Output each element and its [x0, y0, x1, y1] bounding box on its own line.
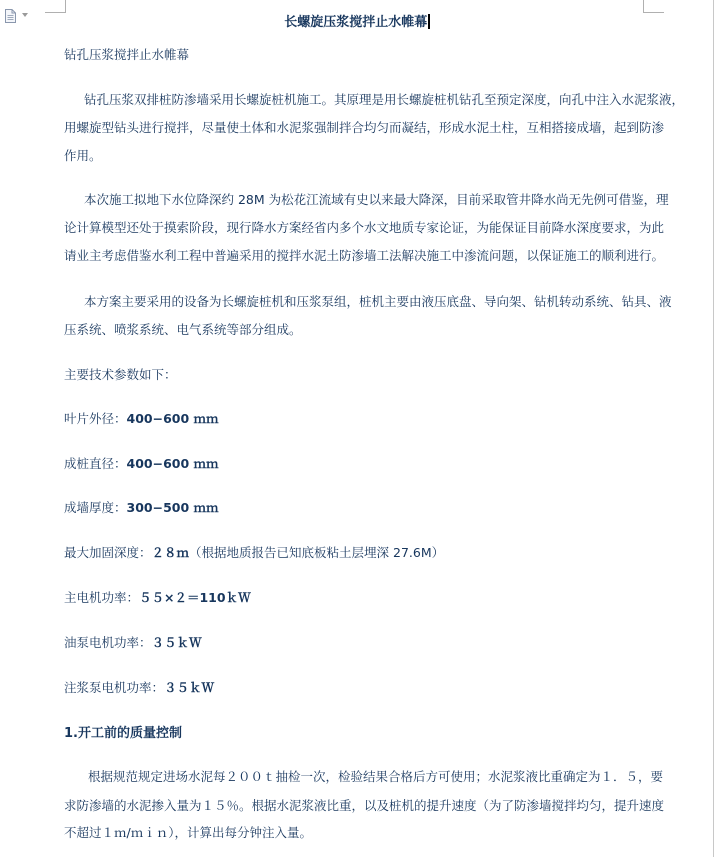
param-label: 油泵电机功率： — [64, 635, 152, 650]
param-main-motor-power — [64, 588, 251, 606]
paragraph-1-line-1: 钻孔压浆双排桩防渗墙采用长螺旋桩机施工。其原理是用长螺旋桩机钻孔至预定深度，向孔中注入水泥浆液， — [84, 92, 685, 107]
param-value: ３５ｋＷ — [164, 680, 215, 695]
title-text: 长螺旋压浆搅拌止水帷幕 — [284, 15, 428, 30]
param-label: 叶片外径： — [64, 411, 127, 426]
paragraph-3-line-1: 本方案主要采用的设备为长螺旋桩机和压浆泵组，桩机主要由液压底盘、导向架、钻机转动系统、钻具、液 — [84, 294, 672, 309]
param-note: （根据地质报告已知底板粘土层埋深 27.6M） — [189, 545, 445, 560]
param-wall-thickness — [64, 498, 219, 516]
param-grout-pump-power — [64, 678, 214, 696]
paragraph-4-line-1: 根据规范规定进场水泥每２００ｔ抽检一次，检验结果合格后方可使用；水泥浆液比重确定为１．５，要 — [88, 769, 664, 784]
param-value: ５５×２＝110ｋＷ — [139, 590, 251, 605]
param-value: 300−500 ｍｍ — [126, 500, 219, 515]
paragraph-1-line-2: 用螺旋型钻头进行搅拌，尽量使土体和水泥浆强制拌合均匀而凝结，形成水泥土柱，互相搭接成墙，起到防渗 — [64, 120, 665, 135]
param-label: 成桩直径： — [64, 456, 127, 471]
subtitle: 钻孔压浆搅拌止水帷幕 — [64, 47, 190, 62]
paragraph-2-line-2: 论计算模型还处于摸索阶段，现行降水方案经省内多个水文地质专家论证，为能保证目前降水深度要求，为此 — [64, 220, 665, 235]
paragraph-2-line-3: 请业主考虑借鉴水利工程中普遍采用的搅拌水泥土防渗墙工法解决施工中渗流问题，以保证施工的顺利进行。 — [64, 248, 665, 263]
param-value: 400−600 ｍｍ — [126, 411, 219, 426]
param-blade-diameter — [64, 409, 219, 427]
param-value: ３５ｋＷ — [151, 635, 202, 650]
param-label: 最大加固深度： — [64, 545, 152, 560]
text-cursor — [428, 14, 430, 29]
paragraph-3-line-2: 压系统、喷浆系统、电气系统等部分组成。 — [64, 322, 302, 337]
paragraph-1-line-3: 作用。 — [64, 148, 102, 163]
paragraph-4-line-3: 不超过１ｍ/ｍｉｎ），计算出每分钟注入量。 — [64, 825, 312, 840]
document-title[interactable] — [0, 11, 714, 30]
param-label: 成墙厚度： — [64, 500, 127, 515]
param-pile-diameter — [64, 454, 219, 472]
param-value: ２８ｍ — [151, 545, 190, 560]
section-1-heading: 1.开工前的质量控制 — [64, 726, 182, 741]
paragraph-2-line-1: 本次施工拟地下水位降深约 28M 为松花江流域有史以来最大降深，目前采取管井降水尚无先例可借鉴，理 — [84, 192, 669, 207]
params-intro: 主要技术参数如下： — [64, 367, 177, 382]
param-max-depth — [64, 543, 444, 561]
param-label: 主电机功率： — [64, 590, 140, 605]
param-value: 400−600 ｍｍ — [126, 456, 219, 471]
paragraph-4-line-2: 求防渗墙的水泥掺入量为１５％。根据水泥浆液比重，以及桩机的提升速度（为了防渗墙搅拌均匀，提升速度 — [64, 798, 665, 813]
param-label: 注浆泵电机功率： — [64, 680, 165, 695]
param-oil-pump-power — [64, 633, 202, 651]
